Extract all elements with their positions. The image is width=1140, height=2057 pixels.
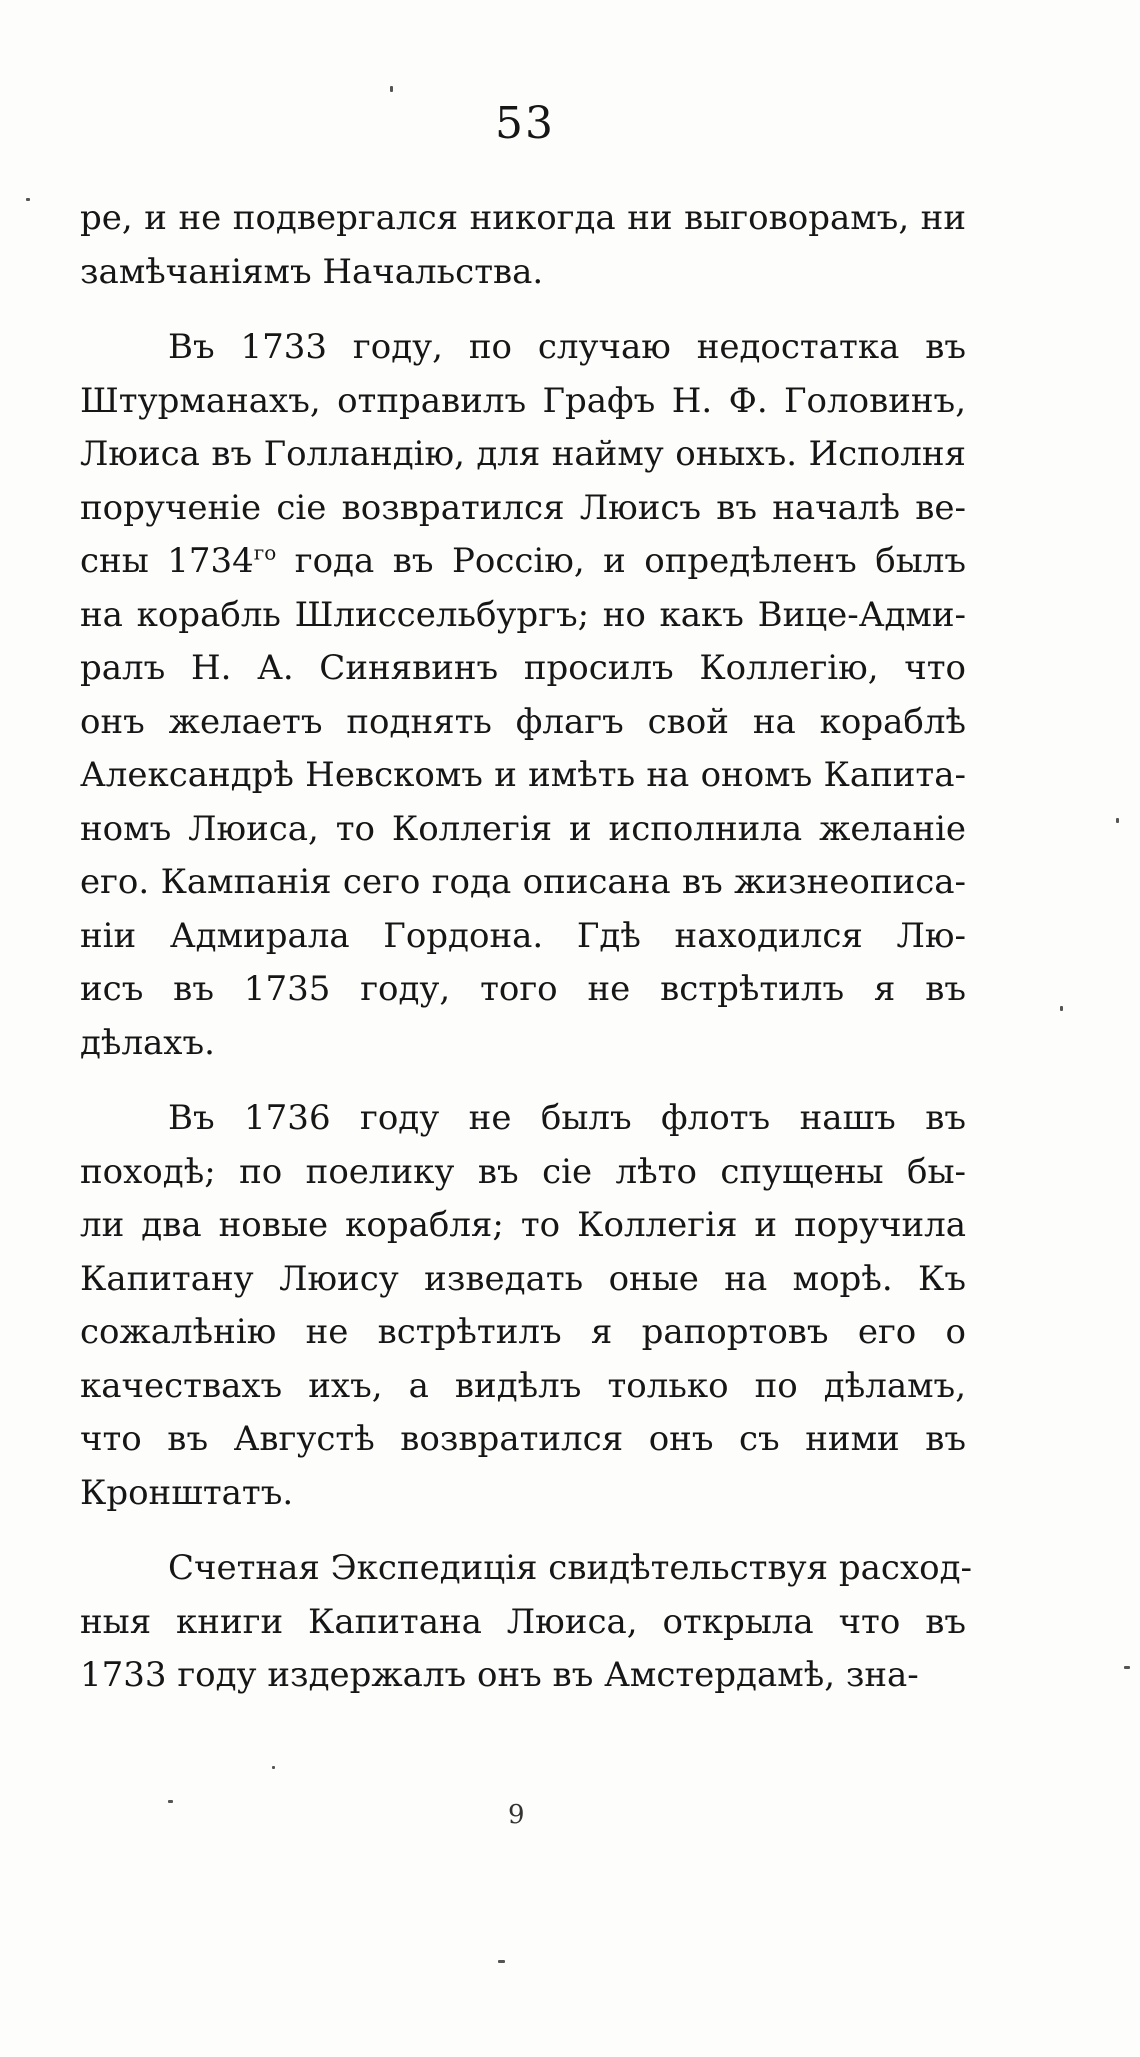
paragraph-gap	[80, 299, 966, 321]
text-line: ніи Адмирала Гордона. Гдѣ находился Лю-	[80, 915, 966, 956]
text-line: ныя книги Капитана Люиса, открыла что въ	[80, 1601, 966, 1642]
text-line: порученіе сіе возвратился Люисъ въ началѣ ве-	[80, 487, 966, 528]
text-line: сны $1734^{го}$ года въ Россію, и опредѣленъ былъ	[80, 540, 966, 581]
text-line: замѣчаніямъ Начальства.	[80, 251, 544, 292]
text-line: ралъ Н. А. Синявинъ просилъ Коллегію, что	[80, 648, 966, 688]
text-line: сожалѣнію не встрѣтилъ я рапортовъ его о	[80, 1312, 966, 1352]
text-line: Штурманахъ, отправилъ Графъ Н. Ф. Головинъ,	[80, 380, 966, 421]
scan-speck	[1060, 1006, 1063, 1011]
scan-speck	[272, 1766, 275, 1769]
paragraph-gap	[80, 1520, 966, 1542]
text-line: его. Кампанія сего года описана въ жизнеописа-	[80, 862, 966, 902]
scan-speck	[168, 1800, 173, 1803]
text-line: номъ Люиса, то Коллегія и исполнила желаніе	[80, 808, 966, 849]
scan-speck	[1116, 818, 1119, 823]
text-line: Кронштатъ.	[80, 1472, 294, 1513]
text-line: ре, и не подвергался никогда ни выговорамъ, ни	[80, 198, 966, 238]
ordinal-superscript: го	[253, 540, 277, 565]
text-line: дѣлахъ.	[80, 1022, 215, 1063]
scan-speck	[498, 1960, 505, 1963]
text-line: Въ 1733 году, по случаю недостатка въ	[168, 327, 966, 367]
signature-mark: 9	[508, 1800, 525, 1830]
paragraph-gap	[80, 1070, 966, 1092]
paragraph	[80, 321, 966, 1070]
paragraph	[80, 1542, 973, 1703]
paragraph	[80, 192, 966, 299]
scan-speck	[26, 198, 30, 201]
text-line: Капитану Люису изведать оные на морѣ. Къ	[80, 1258, 966, 1299]
text-line: ли два новые корабля; то Коллегія и поручила	[80, 1205, 966, 1245]
text-line: Счетная Экспедиція свидѣтельствуя расход-	[168, 1548, 973, 1588]
page-number: 53	[495, 98, 555, 149]
scan-speck	[390, 86, 393, 92]
text-line: 1733 году издержалъ онъ въ Амстердамѣ, зна-	[80, 1655, 919, 1695]
scan-speck	[1124, 1666, 1130, 1669]
text-line: Александрѣ Невскомъ и имѣть на ономъ Капита-	[80, 755, 966, 795]
text-line: онъ желаетъ поднять флагъ свой на кораблѣ	[80, 701, 966, 742]
text-line: Люиса въ Голландію, для найму оныхъ. Исполня	[80, 434, 966, 474]
text-line: походѣ; по поелику въ сіе лѣто спущены бы-	[80, 1151, 966, 1192]
text-line: качествахъ ихъ, а видѣлъ только по дѣламъ,	[80, 1365, 966, 1406]
body-text	[80, 192, 973, 1703]
text-line: на корабль Шлиссельбургъ; но какъ Вице-Адми-	[80, 594, 966, 635]
text-line: исъ въ 1735 году, того не встрѣтилъ я въ	[80, 969, 966, 1009]
paragraph	[80, 1092, 966, 1520]
text-line: что въ Августѣ возвратился онъ съ ними въ	[80, 1419, 966, 1459]
text-line: Въ 1736 году не былъ флотъ нашъ въ	[168, 1098, 966, 1138]
